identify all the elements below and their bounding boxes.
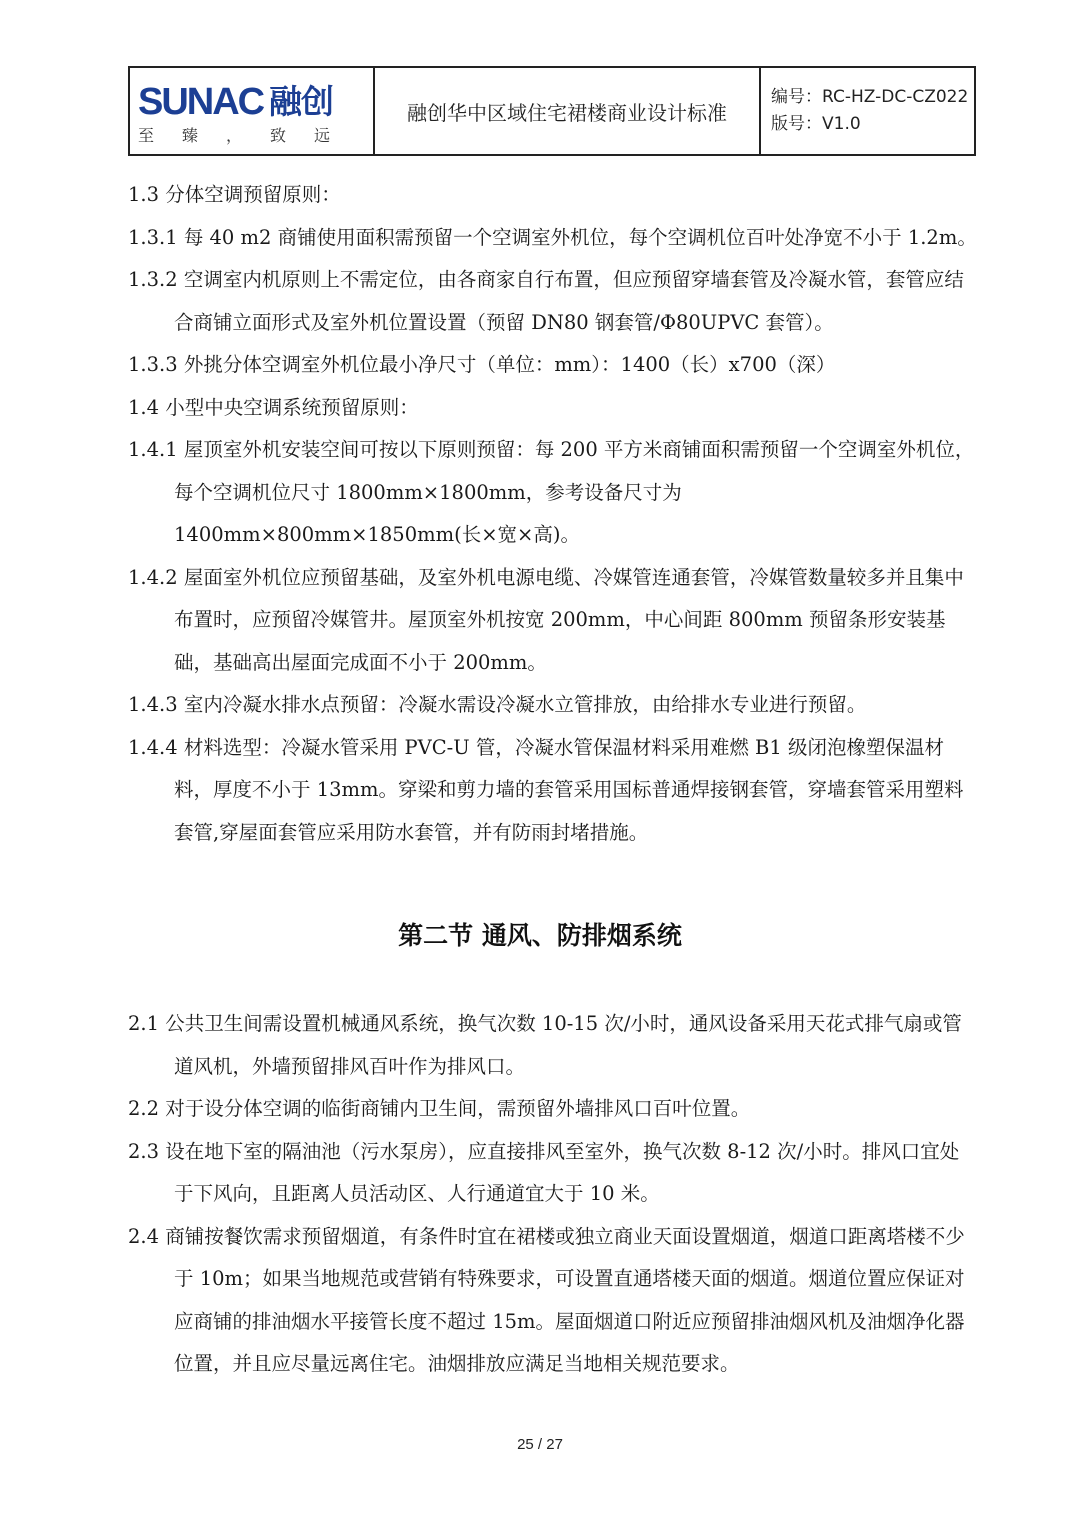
- document-title: 融创华中区域住宅裙楼商业设计标准: [375, 68, 761, 154]
- paragraph-1-4: 1.4 小型中央空调系统预留原则：: [128, 395, 419, 419]
- paragraph-2-4: 2.4 商铺按餐饮需求预留烟道，有条件时宜在裙楼或独立商业天面设置烟道，烟道口距离塔楼不少于 10m；如果当地规范或营销有特殊要求，可设置直通塔楼天面的烟道。烟道位置应保证对应商铺的排油烟水平接管长度不超过 15m。屋面烟道口附近应预留排油烟风机及油烟净化器位置，并且应尽量远离住宅。油烟排放应满足当地相关规范要求。: [128, 1224, 965, 1375]
- paragraph-1-4-1: 1.4.1 屋顶室外机安装空间可按以下原则预留：每 200 平方米商铺面积需预留一个空调室外机位，每个空调机位尺寸 1800mm×1800mm，参考设备尺寸为1400mm×800mm×1850mm(长×宽×高)。: [128, 438, 975, 546]
- section-1-content: [128, 174, 978, 854]
- paragraph-2-3: 2.3 设在地下室的隔油池（污水泵房），应直接排风至室外，换气次数 8-12 次/小时。排风口宜处于下风向，且距离人员活动区、人行通道宜大于 10 米。: [128, 1139, 960, 1205]
- sunac-logo-chinese: 融创: [269, 82, 333, 121]
- paragraph-1-4-4: 1.4.4 材料选型：冷凝水管采用 PVC-U 管，冷凝水管保温材料采用难燃 B1 级闭泡橡塑保温材料，厚度不小于 13mm。穿梁和剪力墙的套管采用国标普通焊接钢套管，穿墙套管采用塑料套管,穿屋面套管应采用防水套管，并有防雨封堵措施。: [128, 735, 964, 844]
- document-header: [128, 66, 976, 156]
- paragraph-2-2: 2.2 对于设分体空调的临街商铺内卫生间，需预留外墙排风口百叶位置。: [128, 1097, 751, 1120]
- document-code-cell: [761, 68, 974, 154]
- paragraph-1-3: 1.3 分体空调预留原则：: [128, 183, 341, 206]
- paragraph-1-4-2: 1.4.2 屋面室外机位应预留基础，及室外机电源电缆、冷媒管连通套管，冷媒管数量较多并且集中布置时，应预留冷媒管井。屋顶室外机按宽 200mm，中心间距 800mm 预留条形安装基础，基础高出屋面完成面不小于 200mm。: [128, 565, 964, 674]
- paragraph-1-3-1: 1.3.1 每 40 m2 商铺使用面积需预留一个空调室外机位，每个空调机位百叶处净宽不小于 1.2m。: [128, 225, 977, 249]
- paragraph-1-4-3: 1.4.3 室内冷凝水排水点预留：冷凝水需设冷凝水立管排放，由给排水专业进行预留。: [128, 693, 867, 716]
- section-2-title: 第二节 通风、防排烟系统: [398, 921, 682, 950]
- page-number: 25 / 27: [517, 1436, 563, 1453]
- logo-cell: [130, 68, 375, 154]
- paragraph-1-3-3: 1.3.3 外挑分体空调室外机位最小净尺寸（单位：mm）：1400（长）x700（深）: [128, 353, 836, 376]
- sunac-logo: SUNAC: [138, 81, 264, 123]
- logo-slogan: 至臻，致远: [138, 126, 359, 145]
- section-2-content: [128, 1003, 978, 1386]
- paragraph-1-3-2: 1.3.2 空调室内机原则上不需定位，由各商家自行布置，但应预留穿墙套管及冷凝水管，套管应结合商铺立面形式及室外机位置设置（预留 DN80 钢套管/Φ80UPVC 套管）。: [128, 268, 964, 334]
- document-version: 版号：V1.0: [771, 114, 861, 134]
- paragraph-2-1: 2.1 公共卫生间需设置机械通风系统，换气次数 10-15 次/小时，通风设备采用天花式排气扇或管道风机，外墙预留排风百叶作为排风口。: [128, 1012, 962, 1078]
- document-code: 编号：RC-HZ-DC-CZ022: [771, 87, 969, 107]
